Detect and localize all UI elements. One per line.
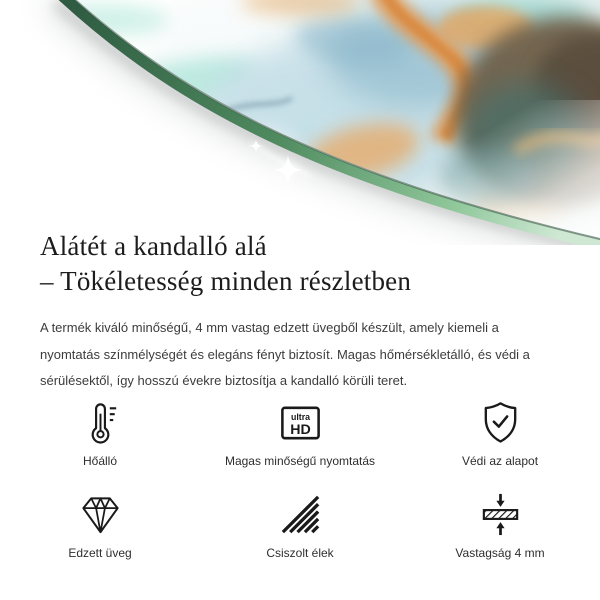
- feature-thickness: [400, 489, 600, 560]
- glass-mat-illustration: [0, 0, 600, 245]
- shield-check-icon: [477, 397, 524, 448]
- feature-label: Csiszolt élek: [266, 546, 334, 560]
- svg-text:ultra: ultra: [290, 412, 310, 423]
- feature-label: Vastagság 4 mm: [455, 546, 545, 560]
- page-title: [40, 229, 562, 299]
- feature-polished-edges: [200, 489, 400, 560]
- product-image: [0, 0, 600, 245]
- product-description: A termék kiváló minőségű, 4 mm vastag edzett üvegből készült, amely kiemeli a nyomtatás színmélységét és elegáns fényt biztosít. Magas hőmérsékletálló, és védi a sérülésektől, így hosszú évekre biztosítja a kandalló körüli teret.: [40, 320, 530, 388]
- title-line2: – Tökéletesség minden részletben: [40, 266, 412, 296]
- thickness-icon: [477, 489, 524, 540]
- feature-tempered-glass: [0, 489, 200, 560]
- feature-label: Edzett üveg: [68, 546, 132, 560]
- title-line1: Alátét a kandalló alá: [40, 231, 267, 261]
- feature-label: Védi az alapot: [461, 454, 539, 468]
- polished-edge-icon: [277, 489, 324, 540]
- diamond-icon: [77, 489, 124, 540]
- ultra-hd-icon: [277, 397, 324, 448]
- svg-text:HD: HD: [289, 421, 311, 438]
- feature-grid: [0, 397, 600, 560]
- feature-label: Magas minőségű nyomtatás: [224, 454, 376, 468]
- feature-protects-base: [400, 397, 600, 468]
- feature-label: Hőálló: [82, 454, 118, 468]
- content-section: [40, 229, 562, 395]
- feature-print-quality: [200, 397, 400, 468]
- thermometer-icon: [77, 397, 124, 448]
- feature-heat-resistant: [0, 397, 200, 468]
